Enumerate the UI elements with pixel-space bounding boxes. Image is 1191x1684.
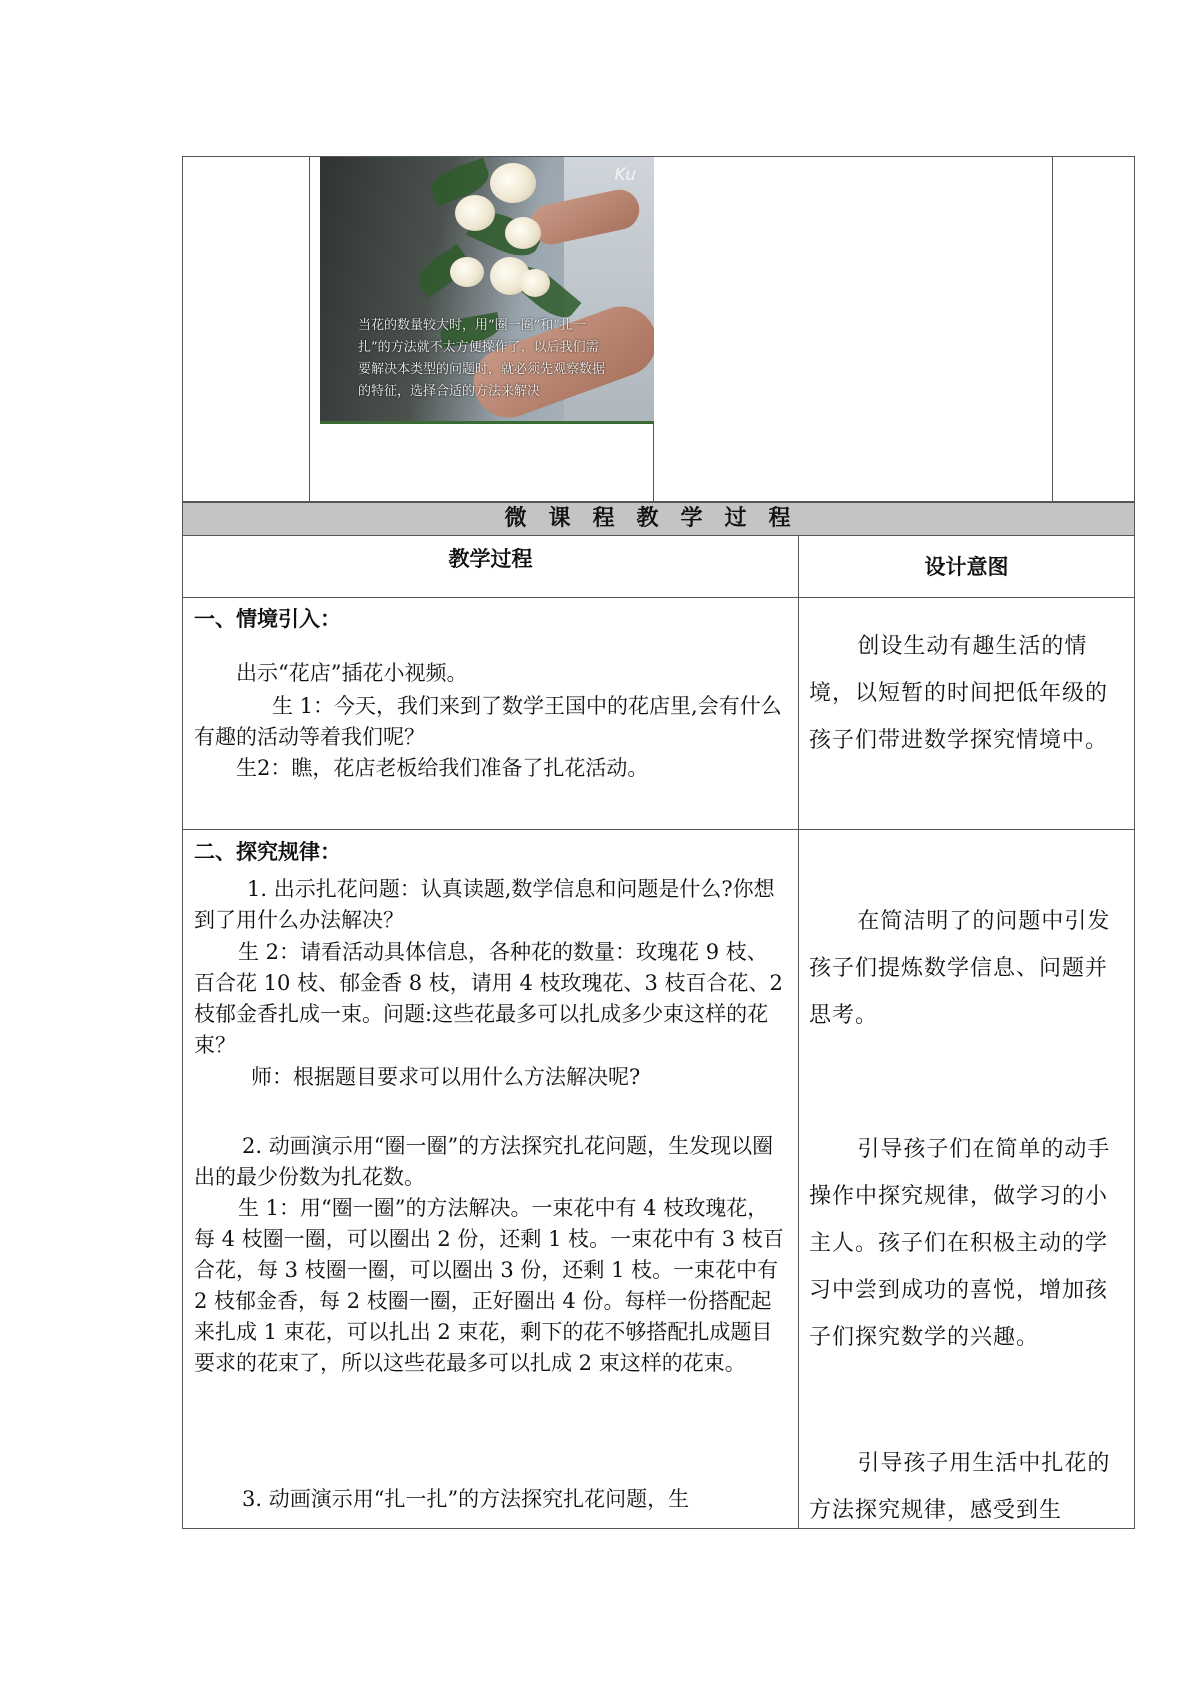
rose (455, 195, 495, 231)
section2-intent: 在简洁明了的问题中引发孩子们提炼数学信息、问题并思考。 (809, 909, 1111, 1028)
section2-intent: 引导孩子用生活中扎花的方法探究规律，感受到生 (809, 1451, 1111, 1523)
section2-intent: 引导孩子们在简单的动手操作中探究规律，做学习的小主人。孩子们在积极主动的学习中尝到成功的喜悦，增加孩子们探究数学的兴趣。 (809, 1137, 1111, 1350)
header-intent: 设计意图 (798, 535, 1135, 598)
section1-process-cell (182, 597, 799, 830)
section2-paragraph: 1. 出示扎花问题：认真读题,数学信息和问题是什么?你想到了用什么办法解决？ (194, 877, 775, 932)
section2-process-cell (182, 829, 799, 1529)
section1-paragraph: 出示“花店”插花小视频。 (236, 661, 468, 685)
section1-title: 一、情境引入： (194, 607, 341, 631)
watermark-logo: Ku (614, 165, 636, 185)
section1-paragraph: 生 1：今天，我们来到了数学王国中的花店里,会有什么有趣的活动等着我们呢？ (194, 694, 782, 749)
section2-paragraph: 生 2：请看活动具体信息，各种花的数量：玫瑰花 9 枝、百合花 10 枝、郁金香 8 枝，请用 4 枝玫瑰花、3 枝百合花、2 枝郁金香扎成一束。问题:这些花最多可以扎成多少束这样的花束？ (194, 940, 783, 1057)
flower-video-still (320, 157, 654, 424)
section2-paragraph: 3. 动画演示用“扎一扎”的方法探究扎花问题，生 (242, 1487, 690, 1511)
section2-title: 二、探究规律： (194, 840, 341, 864)
rose (490, 163, 536, 203)
section1-intent-cell (798, 597, 1135, 830)
column-divider (1052, 157, 1053, 501)
rose (505, 217, 541, 249)
section2-paragraph: 师：根据题目要求可以用什么方法解决呢? (251, 1065, 641, 1089)
section1-paragraph: 生2：瞧，花店老板给我们准备了扎花活动。 (236, 756, 649, 780)
column-divider (309, 157, 310, 501)
rose (450, 257, 484, 287)
image-border (320, 421, 654, 424)
section-band-title: 微课程教学过程 (182, 502, 1135, 536)
section2-paragraph: 生 1：用“圈一圈”的方法解决。一束花中有 4 枝玫瑰花，每 4 枝圈一圈，可以圈出 2 份，还剩 1 枝。一束花中有 3 枝百合花，每 3 枝圈一圈，可以圈出 3 份，还剩 1 枝。一束花中有 2 枝郁金香，每 2 枝圈一圈，正好圈出 4 份。每样一份搭配起来扎成 1 束花，可以扎出 2 束花，剩下的花不够搭配扎成题目要求的花束了，所以这些花最多可以扎成 2 束这样的花束。 (194, 1196, 784, 1375)
video-caption: 当花的数量较大时，用“圈一圈”和“扎一扎”的方法就不太方便操作了，以后我们需要解决本类型的问题时，就必须先观察数据的特征，选择合适的方法来解决 (358, 318, 606, 399)
section2-intent-cell (798, 829, 1135, 1529)
rose (520, 269, 550, 297)
header-process: 教学过程 (182, 535, 799, 598)
section1-intent: 创设生动有趣生活的情境，以短暂的时间把低年级的孩子们带进数学探究情境中。 (809, 634, 1109, 753)
section2-paragraph: 2. 动画演示用“圈一圈”的方法探究扎花问题，生发现以圈出的最少份数为扎花数。 (194, 1134, 774, 1189)
